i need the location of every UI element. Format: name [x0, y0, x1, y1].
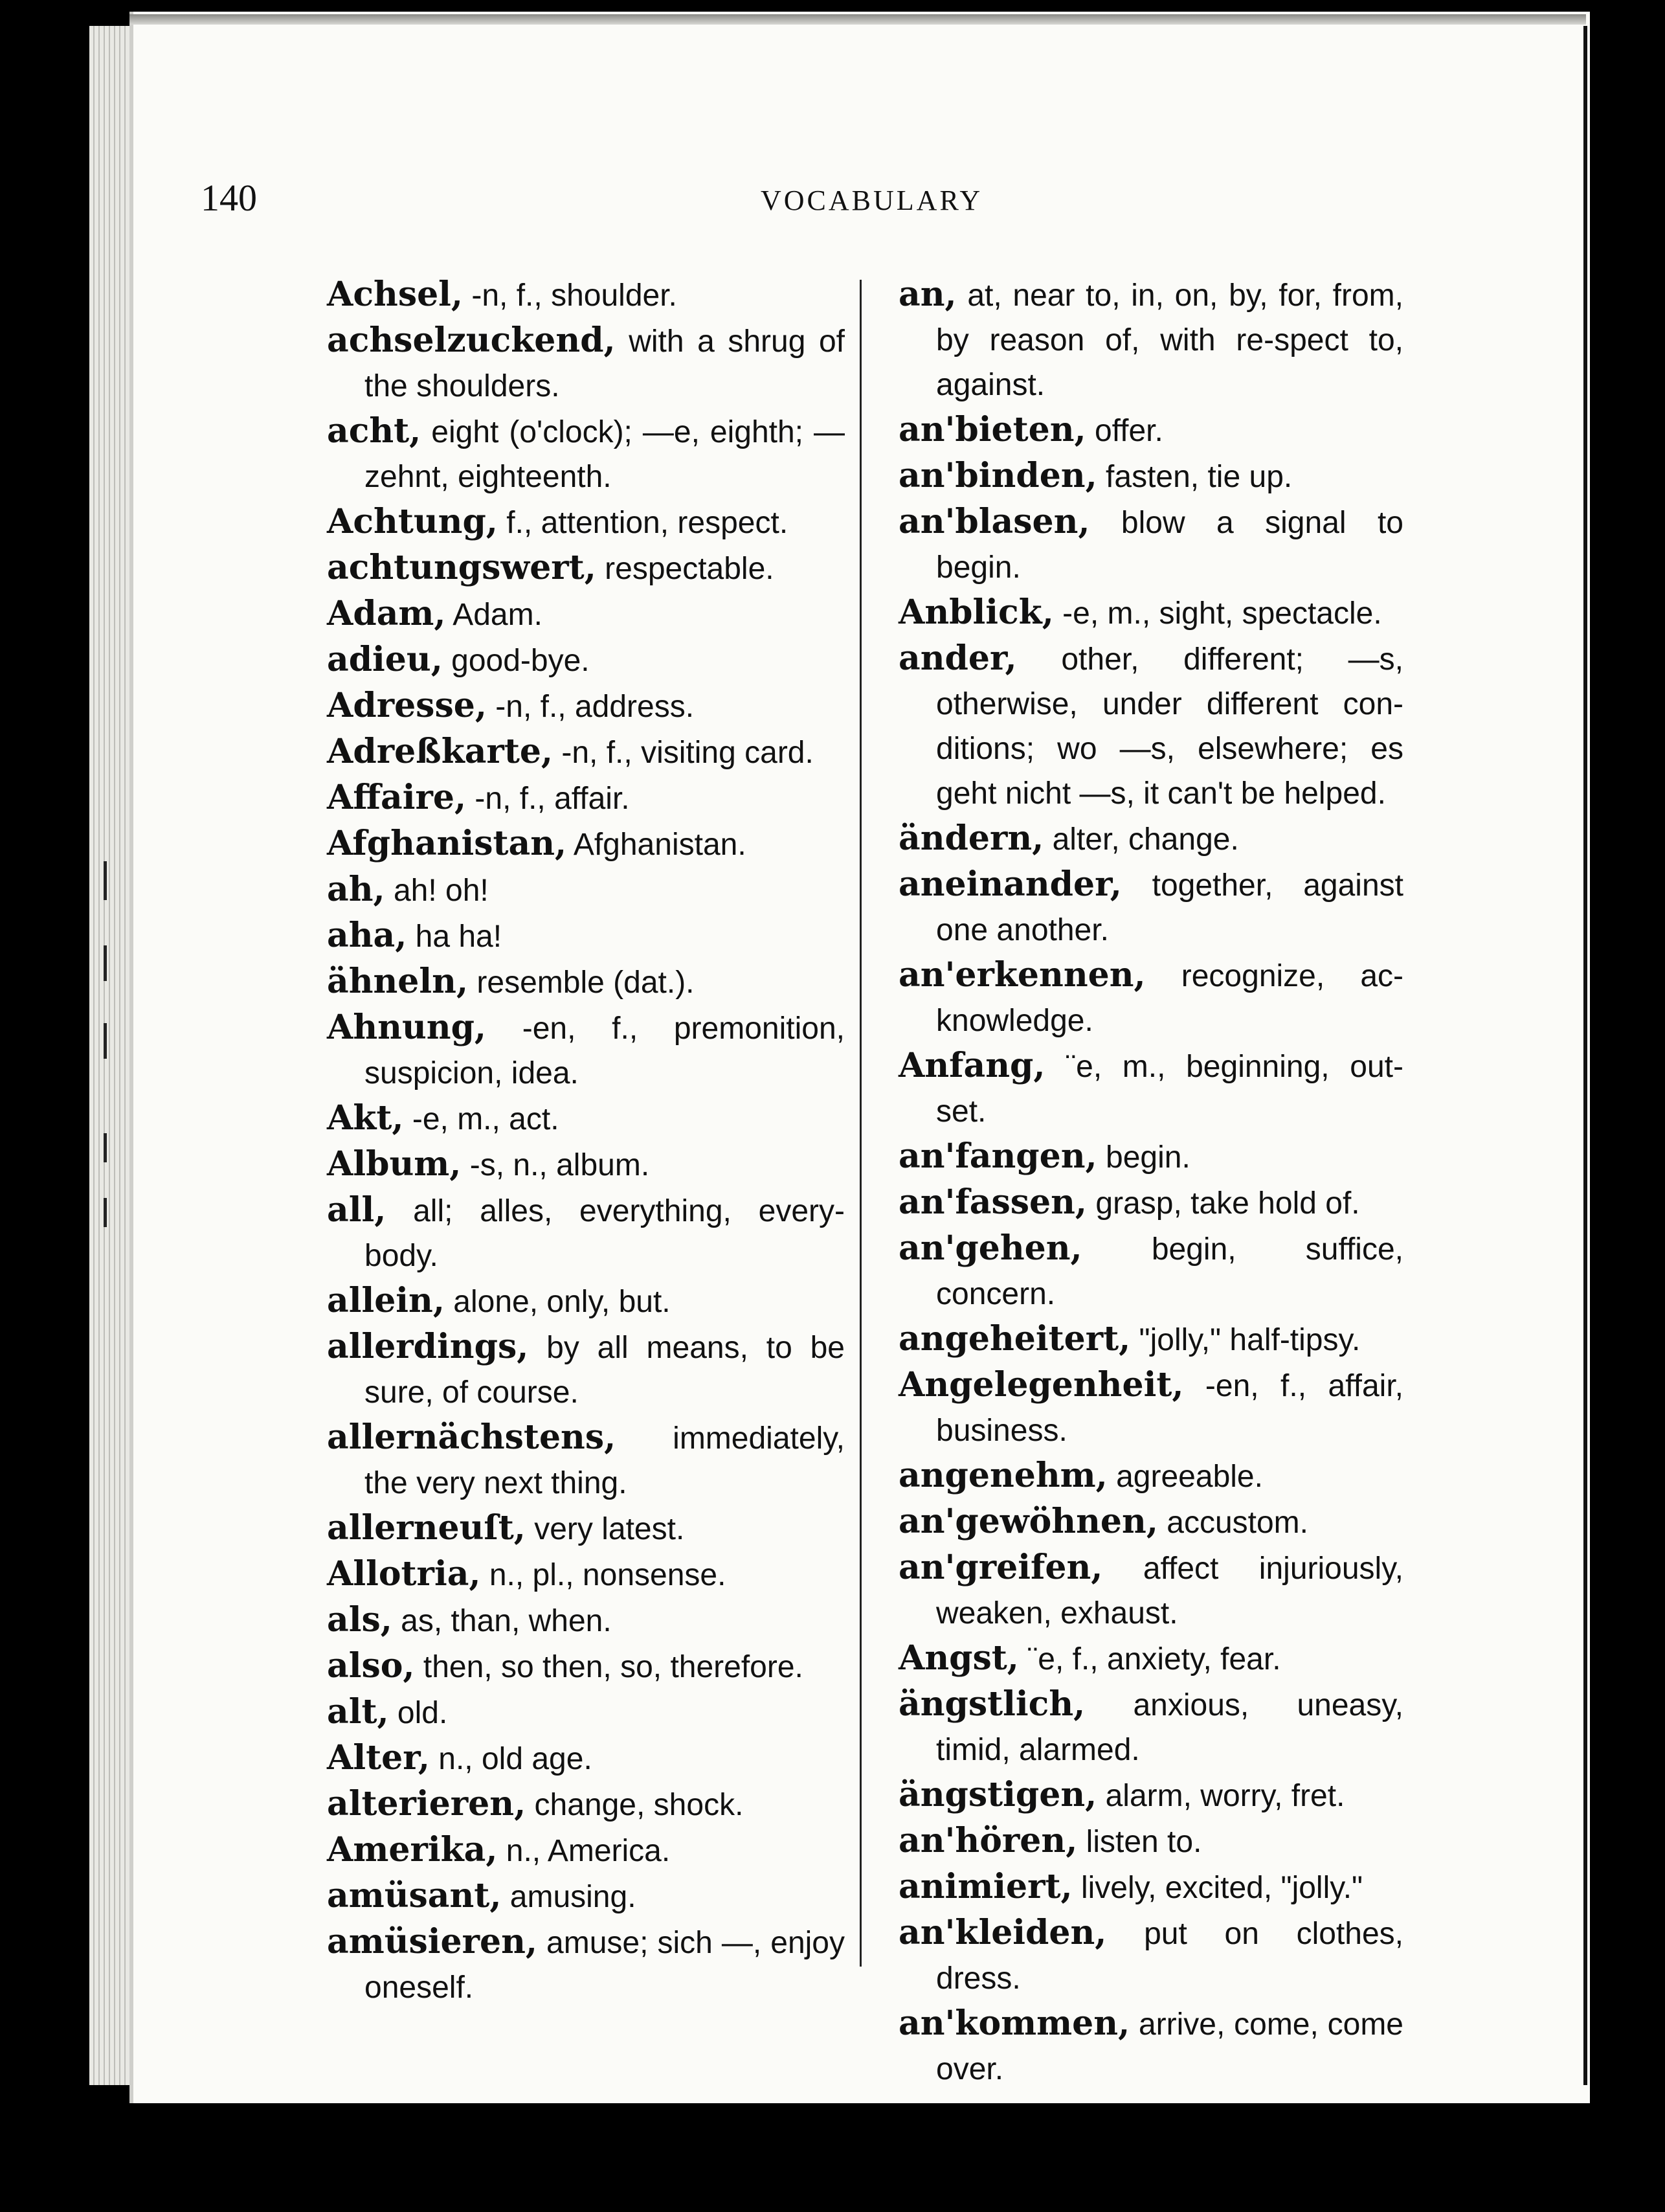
- headword: Anfang,: [899, 1046, 1045, 1085]
- headword: an'fassen,: [899, 1182, 1088, 1222]
- definition: ¨e, m., beginning, out-set.: [936, 1050, 1403, 1129]
- vocabulary-entry: [327, 683, 845, 729]
- vocabulary-entry: [899, 1636, 1403, 1682]
- headword: all,: [327, 1190, 386, 1230]
- definition: n., pl., nonsense.: [480, 1558, 726, 1592]
- definition: recognize, ac-knowledge.: [936, 959, 1403, 1038]
- vocabulary-entry: [899, 453, 1403, 499]
- definition: amuse; sich —, enjoy oneself.: [364, 1926, 845, 2005]
- definition: n., old age.: [429, 1742, 592, 1776]
- page-number: 140: [201, 177, 257, 219]
- headword: Album,: [327, 1144, 462, 1184]
- headword: animiert,: [899, 1867, 1073, 1906]
- headword: an'greifen,: [899, 1548, 1103, 1587]
- page-stack-edges: [89, 26, 132, 2085]
- vocabulary-entry: [899, 1864, 1403, 1910]
- headword: Angelegenheit,: [899, 1365, 1184, 1405]
- definition: old.: [388, 1696, 448, 1730]
- definition: Afghanistan.: [566, 828, 746, 862]
- headword: an'fangen,: [899, 1136, 1097, 1176]
- headword: Alter,: [327, 1738, 430, 1778]
- definition: ah! oh!: [385, 874, 489, 908]
- definition: "jolly," half-tipsy.: [1130, 1323, 1361, 1357]
- definition: -e, m., sight, spectacle.: [1053, 596, 1382, 631]
- headword: Achsel,: [327, 275, 464, 314]
- vocabulary-entry: [899, 407, 1403, 453]
- definition: together, against one another.: [936, 868, 1403, 947]
- vocabulary-entry: [327, 637, 845, 683]
- vocabulary-entry: [327, 1096, 845, 1142]
- definition: good-bye.: [442, 644, 590, 678]
- headword: Akt,: [327, 1098, 404, 1138]
- definition: -e, m., act.: [403, 1102, 559, 1136]
- vocabulary-column-left: [327, 272, 845, 2010]
- headword: Adresse,: [327, 686, 487, 725]
- definition: offer.: [1086, 414, 1163, 448]
- headword: amüsant,: [327, 1876, 502, 1915]
- vocabulary-entry: [899, 1818, 1403, 1864]
- headword: an'blasen,: [899, 502, 1090, 541]
- vocabulary-entry: [327, 1005, 845, 1096]
- definition: fasten, tie up.: [1097, 460, 1293, 494]
- headword: an'binden,: [899, 456, 1097, 495]
- vocabulary-entry: [327, 318, 845, 409]
- headword: ander,: [899, 638, 1017, 678]
- headword: aha,: [327, 916, 407, 955]
- definition: -n, f., shoulder.: [463, 278, 677, 313]
- definition: other, different; —s, otherwise, under different con-ditions; wo —s, elsewhere; es geht nicht —s, it can't be helped.: [936, 642, 1403, 811]
- vocabulary-entry: [327, 1689, 845, 1735]
- vocabulary-entry: [327, 1415, 845, 1506]
- definition: agreeable.: [1107, 1460, 1263, 1494]
- definition: -en, f., affair, business.: [936, 1369, 1403, 1448]
- headword: angenehm,: [899, 1456, 1108, 1495]
- running-head: VOCABULARY: [761, 185, 983, 216]
- definition: f., attention, respect.: [497, 506, 788, 540]
- column-divider: [860, 280, 862, 1967]
- vocabulary-entry: [327, 1643, 845, 1689]
- vocabulary-entry: [899, 862, 1403, 953]
- definition: n., America.: [497, 1834, 671, 1868]
- vocabulary-entry: [899, 816, 1403, 862]
- headword: ähneln,: [327, 962, 469, 1001]
- definition: -n, f., visiting card.: [553, 736, 814, 770]
- definition: very latest.: [525, 1512, 685, 1546]
- vocabulary-entry: [327, 1188, 845, 1278]
- headword: an'kommen,: [899, 2003, 1130, 2043]
- headword: allein,: [327, 1281, 445, 1320]
- vocabulary-entry: [327, 1781, 845, 1827]
- headword: Amerika,: [327, 1830, 498, 1869]
- headword: an'erkennen,: [899, 955, 1146, 995]
- vocabulary-entry: [327, 867, 845, 913]
- headword: acht,: [327, 411, 421, 451]
- vocabulary-entry: [899, 1499, 1403, 1545]
- vocabulary-entry: [899, 1910, 1403, 2001]
- vocabulary-entry: [327, 409, 845, 499]
- definition: immediately, the very next thing.: [364, 1421, 845, 1500]
- definition: begin, suffice, concern.: [936, 1232, 1403, 1311]
- definition: blow a signal to begin.: [936, 506, 1403, 585]
- headword: an'gewöhnen,: [899, 1502, 1158, 1541]
- vocabulary-entry: [899, 272, 1403, 407]
- definition: change, shock.: [526, 1788, 744, 1822]
- headword: alterieren,: [327, 1784, 526, 1823]
- vocabulary-entry: [899, 2001, 1403, 2092]
- definition: begin.: [1097, 1140, 1190, 1175]
- definition: Adam.: [445, 598, 542, 632]
- vocabulary-entry: [327, 959, 845, 1005]
- vocabulary-entry: [327, 1735, 845, 1781]
- vocabulary-entry: [327, 1919, 845, 2010]
- headword: Angst,: [899, 1638, 1019, 1678]
- headword: adieu,: [327, 640, 443, 679]
- vocabulary-entry: [899, 499, 1403, 590]
- definition: as, than, when.: [392, 1604, 612, 1638]
- headword: an'bieten,: [899, 410, 1086, 449]
- headword: ängstlich,: [899, 1684, 1086, 1724]
- definition: -en, f., premonition, suspicion, idea.: [364, 1011, 845, 1090]
- definition: at, near to, in, on, by, for, from, by reason of, with re-spect to, against.: [936, 278, 1403, 402]
- definition: then, so then, so, therefore.: [414, 1650, 803, 1684]
- vocabulary-entry: [899, 1043, 1403, 1134]
- headword: aneinander,: [899, 864, 1122, 904]
- definition: put on clothes, dress.: [936, 1917, 1403, 1996]
- headword: also,: [327, 1646, 415, 1686]
- definition: ¨e, f., anxiety, fear.: [1018, 1642, 1281, 1676]
- definition: amusing.: [501, 1880, 636, 1914]
- definition: respectable.: [596, 552, 774, 586]
- vocabulary-entry: [899, 1316, 1403, 1362]
- definition: listen to.: [1077, 1825, 1202, 1859]
- vocabulary-entry: [327, 499, 845, 545]
- vocabulary-entry: [899, 636, 1403, 816]
- vocabulary-entry: [327, 775, 845, 821]
- headword: achselzuckend,: [327, 321, 616, 360]
- definition: -s, n., album.: [461, 1148, 650, 1182]
- vocabulary-entry: [327, 1552, 845, 1597]
- vocabulary-entry: [327, 591, 845, 637]
- headword: allerneuſt,: [327, 1508, 526, 1548]
- headword: allernächstens,: [327, 1417, 616, 1457]
- headword: Allotria,: [327, 1554, 481, 1594]
- headword: ändern,: [899, 818, 1044, 858]
- headword: an,: [899, 275, 957, 314]
- vocabulary-entry: [899, 1180, 1403, 1226]
- headword: an'gehen,: [899, 1228, 1082, 1268]
- definition: ha ha!: [407, 920, 502, 954]
- definition: grasp, take hold of.: [1087, 1186, 1360, 1221]
- page-top-shadow: [129, 14, 1586, 25]
- headword: Adam,: [327, 594, 446, 633]
- headword: Ahnung,: [327, 1008, 487, 1047]
- definition: -n, f., affair.: [466, 782, 630, 816]
- headword: angeheitert,: [899, 1319, 1131, 1359]
- definition: resemble (dat.).: [468, 965, 695, 1000]
- definition: accustom.: [1157, 1506, 1308, 1540]
- vocabulary-entry: [899, 1772, 1403, 1818]
- definition: alter, change.: [1044, 822, 1239, 857]
- headword: an'hören,: [899, 1821, 1078, 1860]
- headword: achtungswert,: [327, 548, 596, 587]
- vocabulary-entry: [899, 590, 1403, 636]
- vocabulary-entry: [327, 1827, 845, 1873]
- definition: affect injuriously, weaken, exhaust.: [936, 1552, 1403, 1631]
- definition: all; alles, everything, every-body.: [364, 1194, 845, 1273]
- vocabulary-entry: [327, 1506, 845, 1552]
- headword: Anblick,: [899, 592, 1054, 632]
- vocabulary-entry: [899, 953, 1403, 1043]
- definition: anxious, uneasy, timid, alarmed.: [936, 1688, 1403, 1767]
- headword: ah,: [327, 870, 385, 909]
- vocabulary-entry: [327, 821, 845, 867]
- vocabulary-entry: [327, 729, 845, 775]
- definition: alarm, worry, fret.: [1097, 1779, 1345, 1813]
- headword: allerdings,: [327, 1327, 529, 1366]
- headword: Affaire,: [327, 778, 467, 817]
- headword: als,: [327, 1600, 392, 1640]
- next-page-edge: [1583, 26, 1587, 2085]
- headword: Adreßkarte,: [327, 732, 553, 771]
- definition: arrive, come, come over.: [936, 2007, 1403, 2086]
- vocabulary-entry: [327, 1142, 845, 1188]
- vocabulary-column-right: [899, 272, 1403, 2092]
- vocabulary-entry: [899, 1545, 1403, 1636]
- definition: by all means, to be sure, of course.: [364, 1331, 845, 1410]
- headword: ängstigen,: [899, 1775, 1097, 1814]
- vocabulary-entry: [327, 545, 845, 591]
- vocabulary-entry: [899, 1362, 1403, 1453]
- vocabulary-entry: [327, 913, 845, 959]
- vocabulary-entry: [899, 1682, 1403, 1772]
- vocabulary-entry: [899, 1453, 1403, 1499]
- definition: -n, f., address.: [486, 690, 695, 724]
- definition: eight (o'clock); —e, eighth; —zehnt, eighteenth.: [364, 415, 845, 494]
- vocabulary-entry: [327, 1324, 845, 1415]
- headword: Achtung,: [327, 502, 498, 541]
- headword: an'kleiden,: [899, 1913, 1107, 1952]
- vocabulary-entry: [327, 272, 845, 318]
- headword: amüsieren,: [327, 1922, 538, 1961]
- vocabulary-entry: [327, 1873, 845, 1919]
- headword: Afghanistan,: [327, 824, 567, 863]
- vocabulary-entry: [899, 1226, 1403, 1316]
- definition: lively, excited, "jolly.": [1072, 1871, 1363, 1905]
- vocabulary-entry: [327, 1597, 845, 1643]
- definition: with a shrug of the shoulders.: [364, 324, 845, 403]
- vocabulary-entry: [327, 1278, 845, 1324]
- vocabulary-entry: [899, 1134, 1403, 1180]
- headword: alt,: [327, 1692, 389, 1732]
- definition: alone, only, but.: [444, 1285, 671, 1319]
